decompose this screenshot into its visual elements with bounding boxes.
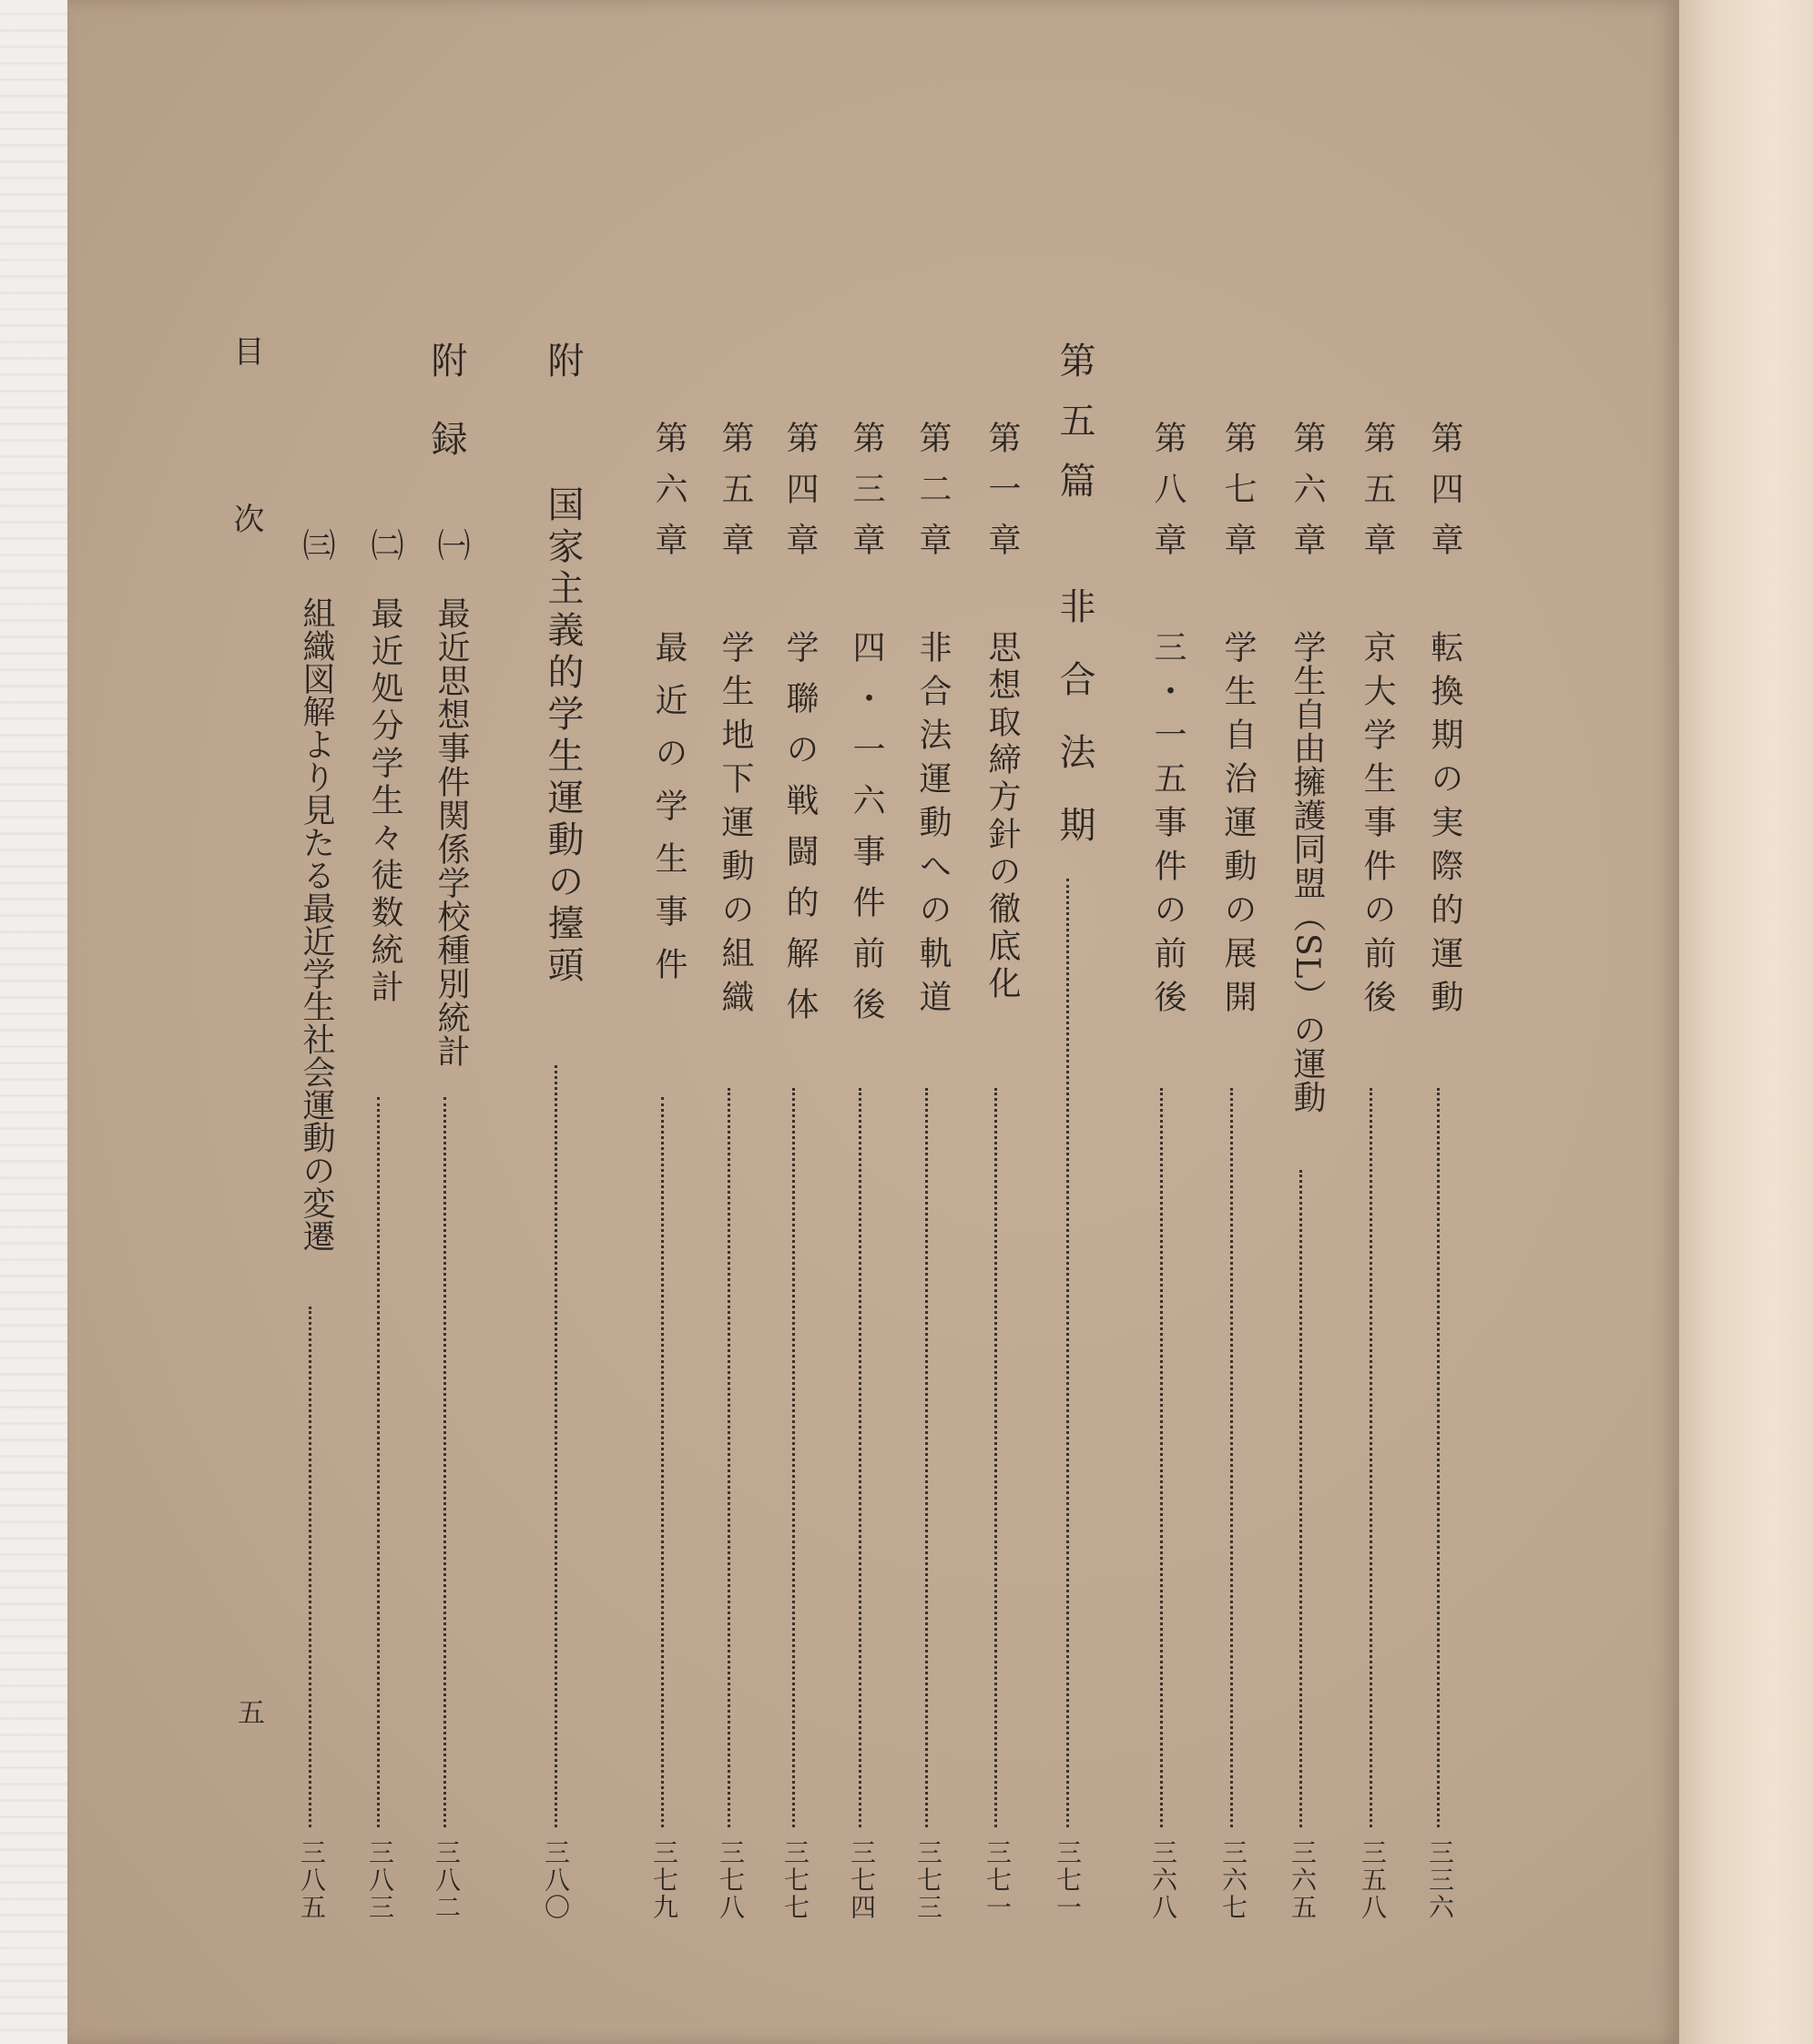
leader-dots	[443, 1097, 446, 1827]
page-ref: 三七七	[780, 1839, 810, 1921]
entry-title: 学生地下運動の組織	[717, 630, 754, 1023]
entry-title: 京大学生事件の前後	[1359, 630, 1396, 1023]
entry-title: 転換期の実際的運動	[1426, 630, 1463, 1023]
running-header: 目次	[228, 335, 264, 670]
leader-dots	[859, 1088, 861, 1827]
page-ref: 三八〇	[541, 1839, 571, 1921]
entry-title: 学生自由擁護同盟（SL）の運動	[1288, 630, 1326, 1114]
item-title: 最近思想事件関係学校種別統計	[433, 596, 470, 1068]
page-ref: 三五八	[1358, 1839, 1388, 1921]
chapter-label: 第八章	[1149, 421, 1187, 574]
entry-title: 学聯の戦闘的解体	[781, 630, 819, 1038]
appendix-label: 附	[542, 341, 584, 402]
chapter-label: 第五章	[717, 421, 754, 574]
page-ref: 三七一	[1053, 1839, 1083, 1921]
page-ref: 三七三	[913, 1839, 943, 1921]
leader-dots	[309, 1307, 311, 1827]
leader-dots	[1160, 1088, 1163, 1827]
leader-dots	[1437, 1088, 1440, 1827]
leader-dots	[1370, 1088, 1372, 1827]
chapter-label: 第三章	[848, 421, 885, 574]
leader-dots	[377, 1097, 380, 1827]
leader-dots	[661, 1097, 664, 1827]
page-ref: 三八五	[297, 1839, 327, 1921]
page-ref: 三七九	[649, 1839, 679, 1921]
appendix-title: 国家主義的学生運動の擡頭	[542, 485, 584, 988]
page-ref: 三六五	[1288, 1839, 1318, 1921]
page-ref: 三六七	[1218, 1839, 1248, 1921]
leader-dots	[1066, 879, 1069, 1827]
chapter-label: 第七章	[1219, 421, 1257, 574]
left-page-edge	[0, 0, 67, 2044]
leader-dots	[1230, 1088, 1233, 1827]
item-number: ㈢	[298, 528, 335, 579]
page-number: 五	[232, 1698, 264, 1725]
entry-title: 学生自治運動の展開	[1219, 630, 1257, 1023]
part-title: 非合法期	[1054, 587, 1095, 879]
entry-title: 思想取締方針の徹底化	[983, 630, 1021, 1003]
item-title: 最近処分学生々徒数統計	[366, 596, 403, 1007]
leader-dots	[925, 1088, 928, 1827]
chapter-label: 第五章	[1359, 421, 1396, 574]
page-ref: 三六八	[1148, 1839, 1178, 1921]
appendix-label: 附録	[425, 341, 467, 498]
entry-title: 非合法運動への軌道	[914, 630, 952, 1023]
part-label: 第五篇	[1054, 341, 1095, 522]
chapter-label: 第六章	[650, 421, 688, 574]
leader-dots	[555, 1065, 557, 1827]
chapter-label: 第六章	[1288, 421, 1326, 574]
leader-dots	[994, 1088, 997, 1827]
entry-title: 三・一五事件の前後	[1149, 630, 1187, 1023]
page-ref: 三八三	[365, 1839, 395, 1921]
leader-dots	[1299, 1170, 1302, 1827]
entry-title: 四・一六事件前後	[848, 630, 885, 1038]
item-number: ㈡	[366, 528, 403, 579]
page-ref: 三七四	[847, 1839, 877, 1921]
page-ref: 三三六	[1425, 1839, 1455, 1921]
leader-dots	[792, 1088, 795, 1827]
right-page-edge	[1679, 0, 1813, 2044]
entry-title: 最近の学生事件	[650, 630, 688, 1000]
page-ref: 三七八	[716, 1839, 746, 1921]
page-ref: 三八二	[432, 1839, 462, 1921]
chapter-label: 第一章	[983, 421, 1021, 574]
chapter-label: 第二章	[914, 421, 952, 574]
chapter-label: 第四章	[781, 421, 819, 574]
page-ref: 三七一	[983, 1839, 1013, 1921]
item-number: ㈠	[433, 528, 470, 579]
leader-dots	[728, 1088, 730, 1827]
chapter-label: 第四章	[1426, 421, 1463, 574]
item-title: 組織図解より見たる最近学生社会運動の変遷	[298, 596, 335, 1252]
